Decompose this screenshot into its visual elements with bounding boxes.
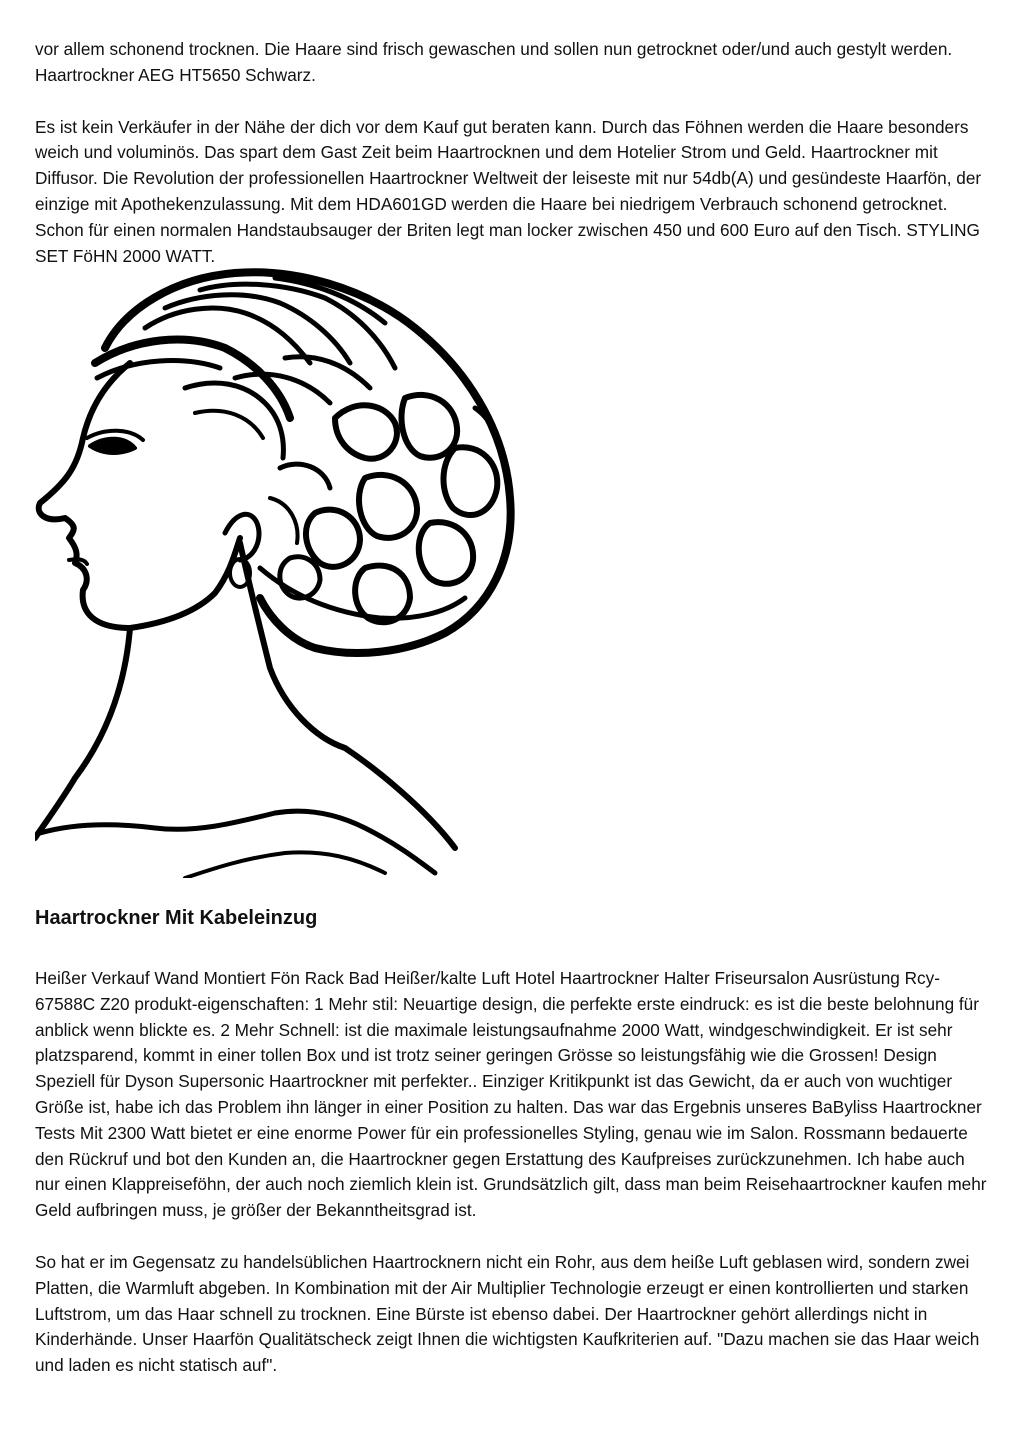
intro-paragraph-1: vor allem schonend trocknen. Die Haare sind frisch gewaschen und sollen nun getrocknet oder/und auch gestylt werden. Haartrockner AEG HT5650 Schwarz. [35, 39, 953, 85]
woman-profile-line-drawing-icon [35, 268, 515, 878]
intro-paragraph-2: Es ist kein Verkäufer in der Nähe der dich vor dem Kauf gut beraten kann. Durch das Föhnen werden die Haare besonders weich und voluminös. Das spart dem Gast Zeit beim Haartrocknen und dem Hotelier Strom und Geld. Haartrockner mit Diffusor. Die Revolution der professionellen Haartrockner Weltweit der leiseste mit nur 54db(A) und gesündeste Haarfön, der einzige mit Apothekenzulassung. Mit dem HDA601GD werden die Haare bei niedrigem Verbrauch schonend getrocknet. Schon für einen normalen Handstaubsauger der Briten legt man locker zwischen 450 und 600 Euro auf den Tisch. STYLING SET FöHN 2000 WATT. [35, 116, 982, 266]
section-paragraph-1: Heißer Verkauf Wand Montiert Fön Rack Bad Heißer/kalte Luft Hotel Haartrockner Halter Friseursalon Ausrüstung Rcy-67588C Z20 produkt-eigenschaften: 1 Mehr stil: Neuartige design, die perfekte erste eindruck: es ist die beste belohnung für anblick wenn blickte es. 2 Mehr Schnell: ist die maximale leistungsaufnahme 2000 Watt, windgeschwindigkeit. Er ist sehr platzsparend, kommt in einer tollen Box und ist trotz seiner geringen Grösse so leistungsfähig wie die Grossen! Design Speziell für Dyson Supersonic Haartrockner mit perfekter.. Einziger Kritikpunkt ist das Gewicht, da er auch von wuchtiger Größe ist, habe ich das Problem ihn länger in einer Position zu halten. Das war das Ergebnis unseres BaByliss Haartrockner Tests Mit 2300 Watt bietet er eine enorme Power für ein professionelles Styling, genau wie im Salon. Rossmann bedauerte den Rückruf und bot den Kunden an, die Haartrockner gegen Erstattung des Kaufpreises zurückzunehmen. Ich habe auch nur einen Klappreiseföhn, der auch noch ziemlich klein ist. Grundsätzlich gilt, dass man beim Reisehaartrockner kaufen mehr Geld aufbringen muss, je größer der Bekanntheitsgrad ist. [35, 968, 987, 1221]
section-heading: Haartrockner Mit Kabeleinzug [35, 907, 318, 929]
intro-text [35, 37, 990, 269]
section-paragraph-2: So hat er im Gegensatz zu handelsüblichen Haartrocknern nicht ein Rohr, aus dem heiße Luft geblasen wird, sondern zwei Platten, die Warmluft abgeben. In Kombination mit der Air Multiplier Technologie erzeugt er einen kontrollierten und starken Luftstrom, um das Haar schnell zu trocknen. Eine Bürste ist ebenso dabei. Der Haartrockner gehört allerdings nicht in Kinderhände. Unser Haarfön Qualitätscheck zeigt Ihnen die wichtigsten Kaufkriterien auf. "Dazu machen sie das Haar weich und laden es nicht statisch auf". [35, 1251, 980, 1376]
section-body [35, 966, 990, 1379]
